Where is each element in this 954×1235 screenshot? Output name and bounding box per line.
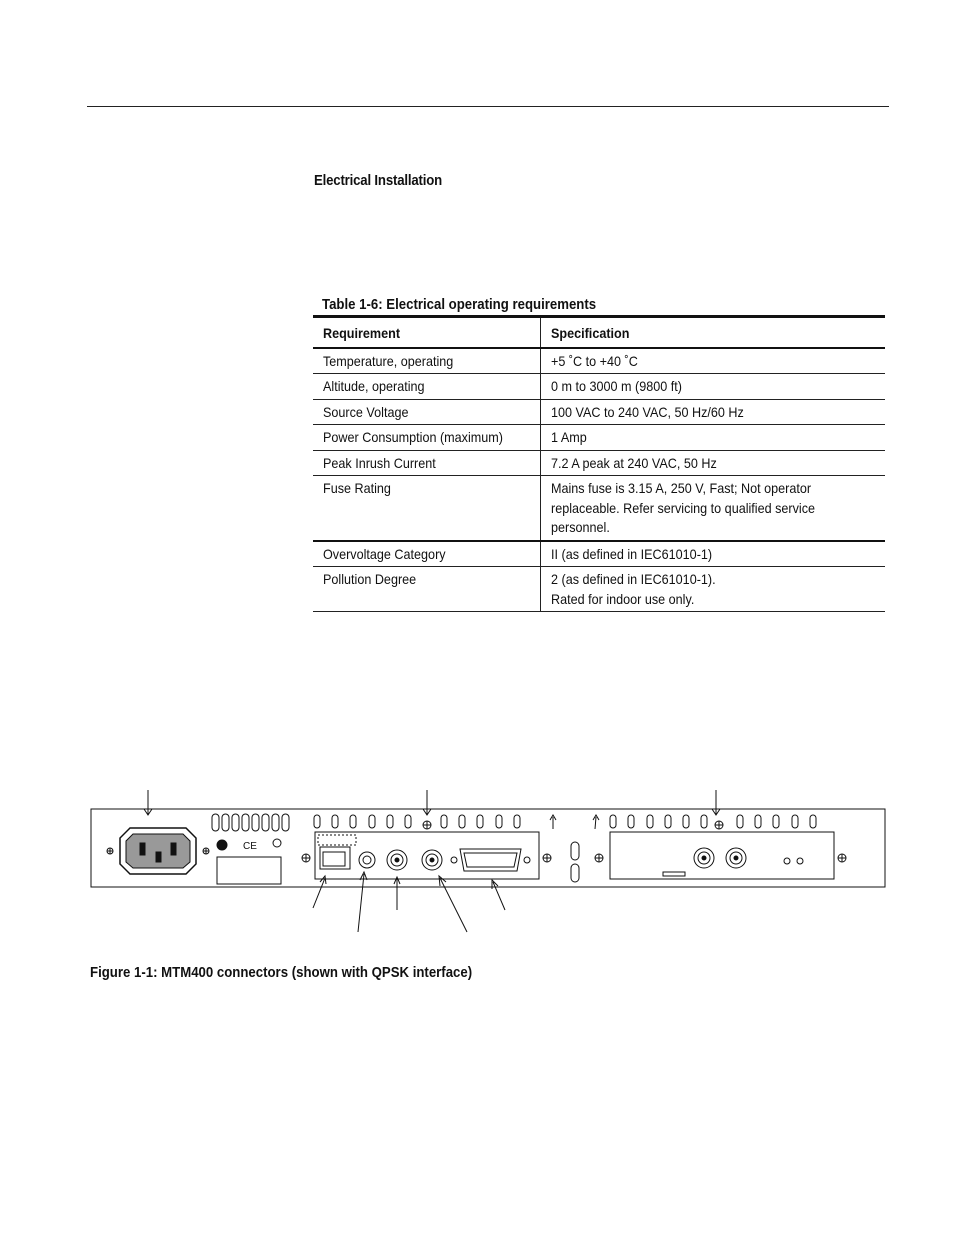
requirement-cell: Overvoltage Category [323,545,446,562]
table-title: Table 1-6: Electrical operating requirements [322,296,597,313]
ce-mark: CE [243,841,257,852]
vent-slots-left [212,814,289,831]
table-row [313,541,885,567]
specification-cell: II (as defined in IEC61010-1) [541,541,886,567]
requirement-cell: Temperature, operating [323,352,454,369]
specification-cell: Mains fuse is 3.15 A, 250 V, Fast; Not operator replaceable. Refer servicing to qualified service personnel. [541,476,886,541]
specification-cell: +5 ˚C to +40 ˚C [541,348,886,374]
callout-arrows-bottom [313,872,505,932]
figure-caption: Figure 1-1: MTM400 connectors (shown with QPSK interface) [90,964,473,981]
center-slots [571,842,579,882]
requirement-cell: Peak Inrush Current [323,454,436,471]
table-row [313,567,885,612]
requirement-cell: Fuse Rating [323,480,391,496]
requirement-cell: Source Voltage [323,403,409,420]
page-header-rule [87,106,889,107]
table-row [313,399,885,425]
requirement-cell: Power Consumption (maximum) [323,429,503,445]
expansion-card [595,832,846,879]
table-row [313,348,885,374]
certification-marks [217,839,281,884]
chassis-outline [91,809,885,887]
specification-cell: 7.2 A peak at 240 VAC, 50 Hz [541,450,886,476]
rear-panel-diagram [0,780,954,950]
table-header-row [313,317,885,348]
electrical-requirements-table [313,315,885,612]
requirement-cell: Pollution Degree [323,571,417,587]
qpsk-interface-card [302,832,551,879]
vent-slots-right [610,815,816,829]
specification-cell: 1 Amp [541,425,886,451]
section-heading: Electrical Installation [314,172,442,189]
table-row [313,374,885,400]
specification-cell: 2 (as defined in IEC61010-1). Rated for indoor use only. [541,567,886,612]
specification-cell: 100 VAC to 240 VAC, 50 Hz/60 Hz [541,399,886,425]
specification-cell: 0 m to 3000 m (9800 ft) [541,374,886,400]
vent-slots-middle [314,815,520,829]
table-row [313,476,885,541]
requirement-cell: Altitude, operating [323,378,425,394]
column-header-specification: Specification [541,317,886,348]
column-header-requirement: Requirement [323,325,401,341]
power-inlet [107,828,209,874]
table-row [313,425,885,451]
table-row [313,450,885,476]
